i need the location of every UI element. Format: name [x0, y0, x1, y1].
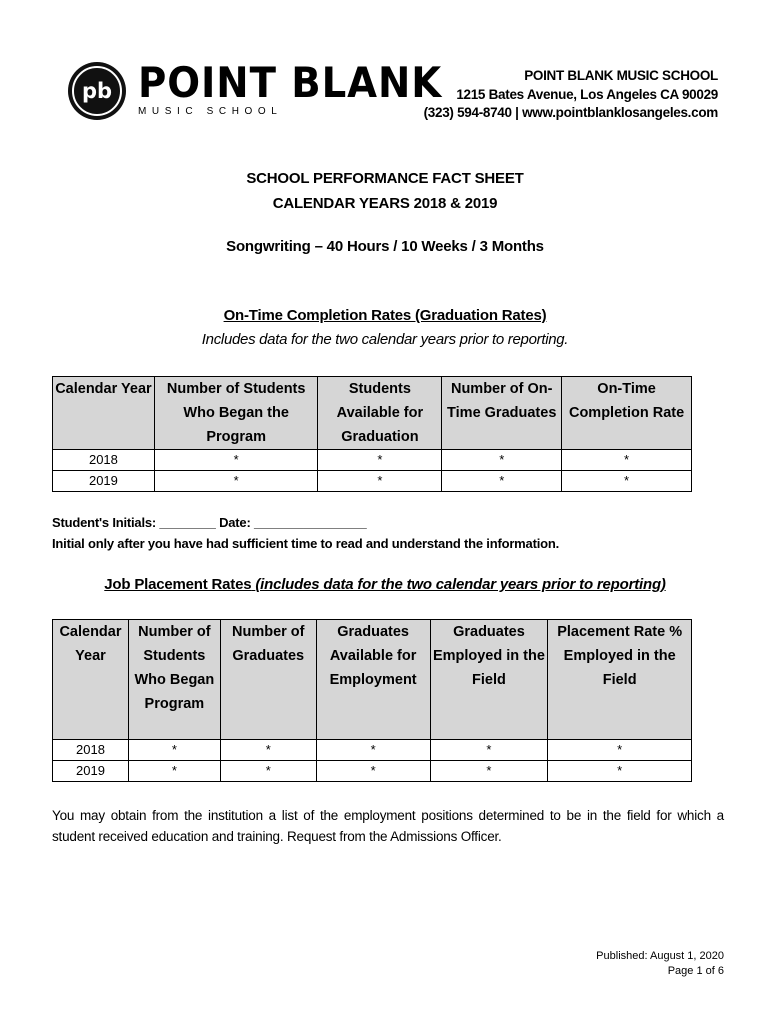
placement-heading — [0, 576, 770, 593]
logo-pb-icon — [68, 62, 126, 120]
col-header: Calendar Year — [53, 620, 129, 740]
table-cell: * — [548, 761, 692, 782]
table-cell: * — [220, 761, 316, 782]
table-cell: * — [316, 761, 430, 782]
logo-mark-text: pb — [81, 79, 113, 103]
school-contact: (323) 594-8740 | www.pointblanklosangeles.com — [423, 105, 718, 120]
table-cell: * — [430, 761, 548, 782]
table-cell: * — [442, 450, 562, 471]
table-cell: * — [562, 450, 692, 471]
table-row — [53, 450, 692, 471]
school-name: POINT BLANK MUSIC SCHOOL — [524, 68, 718, 83]
table-cell: * — [316, 740, 430, 761]
employment-note: You may obtain from the institution a list of the employment positions determined to be in the field for which a student received education and training. Request from the Admissions Officer. — [52, 808, 724, 844]
table-cell: 2019 — [53, 761, 129, 782]
school-address: 1215 Bates Avenue, Los Angeles CA 90029 — [456, 87, 718, 102]
col-header: Calendar Year — [53, 377, 155, 450]
table-cell: * — [548, 740, 692, 761]
logo-subtitle: MUSIC SCHOOL — [138, 106, 283, 117]
table-cell: 2019 — [53, 471, 155, 492]
col-header: Students Available for Graduation — [318, 377, 442, 450]
table-cell: 2018 — [53, 450, 155, 471]
col-header: Graduates Employed in the Field — [430, 620, 548, 740]
table-row — [53, 740, 692, 761]
program-title: Songwriting – 40 Hours / 10 Weeks / 3 Months — [226, 238, 544, 255]
col-header: Number of Students Who Began Program — [128, 620, 220, 740]
logo-mark — [68, 62, 126, 120]
table-row — [53, 761, 692, 782]
placement-heading-text: Job Placement Rates — [104, 576, 252, 593]
table-cell: * — [220, 740, 316, 761]
table-cell: * — [154, 450, 318, 471]
table-row — [53, 471, 692, 492]
col-header: Number of Students Who Began the Program — [154, 377, 318, 450]
table-cell: * — [562, 471, 692, 492]
initials-line: Student's Initials: ________ Date: ________________ — [52, 515, 367, 530]
table-cell: * — [442, 471, 562, 492]
completion-table — [52, 376, 692, 492]
col-header: Placement Rate % Employed in the Field — [548, 620, 692, 740]
table-cell: * — [318, 471, 442, 492]
page-title: SCHOOL PERFORMANCE FACT SHEET — [246, 170, 524, 187]
col-header: On-Time Completion Rate — [562, 377, 692, 450]
page-subtitle: CALENDAR YEARS 2018 & 2019 — [272, 195, 498, 212]
published-date: Published: August 1, 2020 — [596, 950, 724, 962]
initials-instruction: Initial only after you have had sufficient time to read and understand the information. — [52, 536, 559, 551]
table-cell: * — [430, 740, 548, 761]
completion-subheading: Includes data for the two calendar years prior to reporting. — [201, 331, 569, 348]
completion-heading: On-Time Completion Rates (Graduation Rates) — [223, 307, 547, 324]
table-cell: * — [128, 761, 220, 782]
table-cell: * — [154, 471, 318, 492]
col-header: Number of On-Time Graduates — [442, 377, 562, 450]
placement-heading-note: (includes data for the two calendar years prior to reporting) — [255, 576, 666, 593]
table-cell: 2018 — [53, 740, 129, 761]
logo-wordmark: POINT BLANK — [138, 58, 443, 107]
placement-table — [52, 619, 692, 782]
page-number: Page 1 of 6 — [667, 965, 724, 977]
col-header: Graduates Available for Employment — [316, 620, 430, 740]
table-cell: * — [318, 450, 442, 471]
table-cell: * — [128, 740, 220, 761]
col-header: Number of Graduates — [220, 620, 316, 740]
